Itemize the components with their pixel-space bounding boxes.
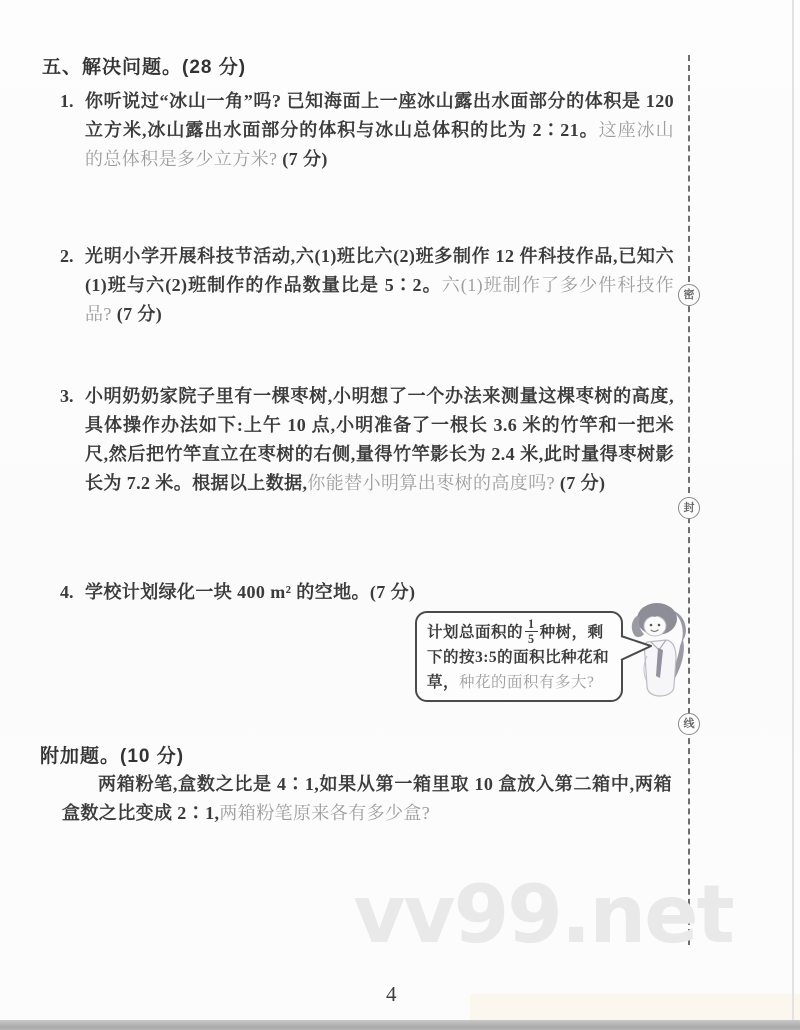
seal-char-mi-label: 密 (683, 288, 695, 301)
seal-char-xian (678, 713, 700, 735)
seal-char-xian-label: 线 (683, 717, 695, 730)
scan-artifact-band (470, 994, 800, 1020)
problem-4-text: 学校计划绿化一块 400 m² 的空地。(7 分) (85, 582, 416, 602)
watermark: vv99.net (353, 868, 733, 961)
bonus-title: 附加题。(10 分) (40, 746, 185, 767)
page-number: 4 (386, 982, 397, 1006)
page-bottom-edge (0, 1020, 800, 1030)
problem-4-number: 4. (60, 582, 74, 602)
problem-3-number: 3. (60, 386, 74, 406)
seal-char-feng-label: 封 (683, 501, 695, 514)
problem-2-number: 2. (60, 246, 74, 266)
problem-4 (60, 578, 674, 607)
problem-1 (60, 87, 674, 174)
problem-3-text: 小明奶奶家院子里有一棵枣树,小明想了一个办法来测量这棵枣树的高度,具体操作办法如下:上午 10 点,小明准备了一根长 3.6 米的竹竿和一把米尺,然后把竹竿直立在枣树的右侧,量得竹竿影长为 2.4 米,此时量得枣树影长为 7.2 米。根据以上数据,你能替小明算出枣树的高度吗? (7 分) (85, 386, 674, 493)
bonus-text: 两箱粉笔,盒数之比是 4∶1,如果从第一箱里取 10 盒放入第二箱中,两箱盒数之比变成 2∶1,两箱粉笔原来各有多少盒? (62, 774, 673, 823)
problem-1-number: 1. (60, 91, 74, 111)
problem-2-text: 光明小学开展科技节活动,六(1)班比六(2)班多制作 12 件科技作品,已知六(1)班与六(2)班制作的作品数量比是 5∶2。六(1)班制作了多少件科技作品? (7 分) (85, 246, 675, 324)
seal-char-mi (678, 284, 700, 306)
problem-1-text: 你听说过“冰山一角”吗? 已知海面上一座冰山露出水面部分的体积是 120 立方米,冰山露出水面部分的体积与冰山总体积的比为 2∶21。这座冰山的总体积是多少立方米? (7 分) (85, 91, 674, 169)
speech-bubble (415, 611, 623, 702)
section-title: 五、解决问题。(28 分) (42, 57, 247, 78)
problem-2 (60, 242, 674, 329)
speech-bubble-tail-icon (620, 633, 656, 663)
seal-char-feng (678, 497, 700, 519)
page-right-edge (792, 0, 794, 1020)
speech-bubble-text: 计划总面积的 $\frac{1}{5}$ 种树，剩下的按3:5的面积比种花和草，种花的面积有多大? (427, 617, 610, 692)
problem-3 (60, 382, 674, 498)
